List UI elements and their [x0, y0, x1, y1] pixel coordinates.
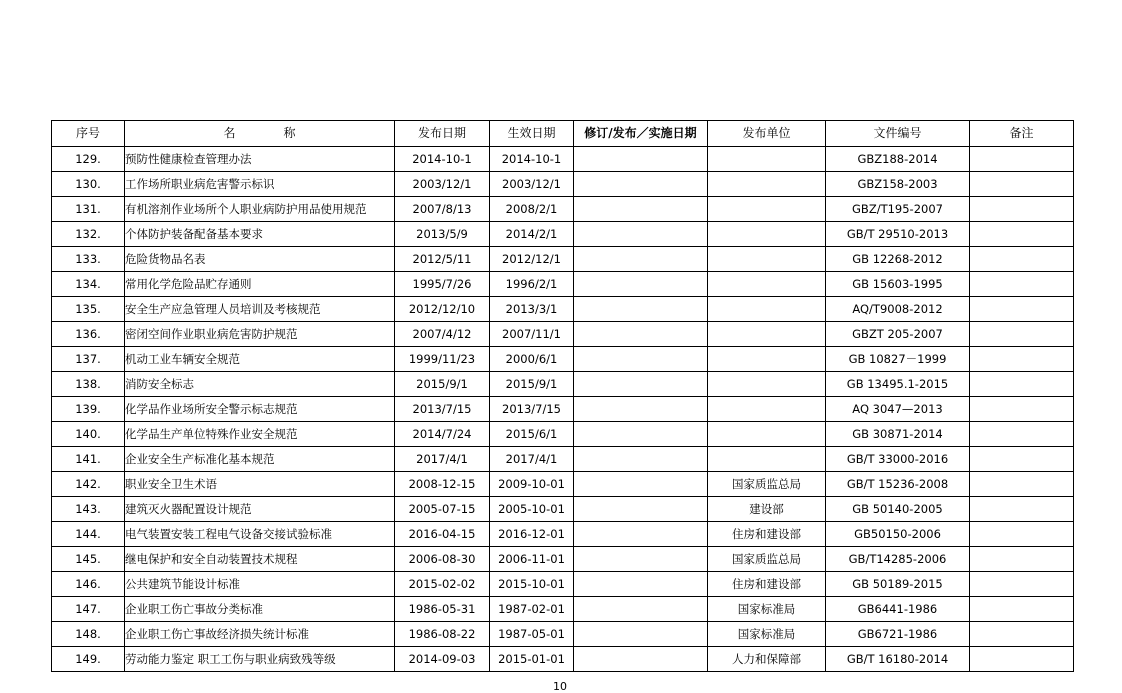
revision-date-cell — [574, 522, 708, 547]
note-cell — [970, 397, 1074, 422]
header-publish-date: 发布日期 — [395, 121, 490, 147]
document-code-cell: GB 13495.1-2015 — [826, 372, 970, 397]
effective-date-cell: 2007/11/1 — [490, 322, 574, 347]
note-cell — [970, 372, 1074, 397]
document-name-cell: 安全生产应急管理人员培训及考核规范 — [125, 297, 395, 322]
revision-date-cell — [574, 622, 708, 647]
issuer-cell — [708, 397, 826, 422]
document-name-cell: 劳动能力鉴定 职工工伤与职业病致残等级 — [125, 647, 395, 672]
row-number-cell: 146. — [52, 572, 125, 597]
regulation-table — [51, 120, 1074, 672]
effective-date-cell: 2005-10-01 — [490, 497, 574, 522]
issuer-cell — [708, 147, 826, 172]
issuer-cell — [708, 372, 826, 397]
revision-date-cell — [574, 222, 708, 247]
table-row — [52, 422, 1074, 447]
note-cell — [970, 172, 1074, 197]
row-number-cell: 135. — [52, 297, 125, 322]
page-number: 10 — [553, 680, 567, 693]
publish-date-cell: 2013/7/15 — [395, 397, 490, 422]
publish-date-cell: 2007/8/13 — [395, 197, 490, 222]
publish-date-cell: 1986-05-31 — [395, 597, 490, 622]
document-code-cell: GB/T 33000-2016 — [826, 447, 970, 472]
table-row — [52, 372, 1074, 397]
table-row — [52, 322, 1074, 347]
revision-date-cell — [574, 272, 708, 297]
header-note: 备注 — [970, 121, 1074, 147]
effective-date-cell: 2013/7/15 — [490, 397, 574, 422]
note-cell — [970, 322, 1074, 347]
header-no: 序号 — [52, 121, 125, 147]
document-code-cell: GB 30871-2014 — [826, 422, 970, 447]
publish-date-cell: 2016-04-15 — [395, 522, 490, 547]
document-name-cell: 职业安全卫生术语 — [125, 472, 395, 497]
row-number-cell: 142. — [52, 472, 125, 497]
note-cell — [970, 522, 1074, 547]
table-row — [52, 247, 1074, 272]
row-number-cell: 136. — [52, 322, 125, 347]
revision-date-cell — [574, 197, 708, 222]
table-row — [52, 447, 1074, 472]
table-row — [52, 622, 1074, 647]
row-number-cell: 129. — [52, 147, 125, 172]
row-number-cell: 137. — [52, 347, 125, 372]
note-cell — [970, 447, 1074, 472]
note-cell — [970, 472, 1074, 497]
issuer-cell: 人力和保障部 — [708, 647, 826, 672]
header-effective-date: 生效日期 — [490, 121, 574, 147]
effective-date-cell: 1996/2/1 — [490, 272, 574, 297]
table-row — [52, 597, 1074, 622]
note-cell — [970, 347, 1074, 372]
document-name-cell: 预防性健康检查管理办法 — [125, 147, 395, 172]
document-name-cell: 企业安全生产标准化基本规范 — [125, 447, 395, 472]
issuer-cell — [708, 347, 826, 372]
effective-date-cell: 2015-01-01 — [490, 647, 574, 672]
note-cell — [970, 222, 1074, 247]
issuer-cell — [708, 297, 826, 322]
document-code-cell: AQ 3047—2013 — [826, 397, 970, 422]
note-cell — [970, 422, 1074, 447]
row-number-cell: 134. — [52, 272, 125, 297]
effective-date-cell: 2012/12/1 — [490, 247, 574, 272]
document-name-cell: 建筑灭火器配置设计规范 — [125, 497, 395, 522]
note-cell — [970, 647, 1074, 672]
revision-date-cell — [574, 247, 708, 272]
row-number-cell: 148. — [52, 622, 125, 647]
header-name: 名 称 — [125, 121, 395, 147]
row-number-cell: 144. — [52, 522, 125, 547]
issuer-cell — [708, 247, 826, 272]
publish-date-cell: 2014-09-03 — [395, 647, 490, 672]
document-name-cell: 化学品作业场所安全警示标志规范 — [125, 397, 395, 422]
row-number-cell: 133. — [52, 247, 125, 272]
header-revision-date: 修订/发布／实施日期 — [574, 121, 708, 147]
regulation-register — [51, 120, 1073, 672]
header-issuer: 发布单位 — [708, 121, 826, 147]
row-number-cell: 130. — [52, 172, 125, 197]
note-cell — [970, 147, 1074, 172]
revision-date-cell — [574, 347, 708, 372]
issuer-cell: 住房和建设部 — [708, 522, 826, 547]
revision-date-cell — [574, 372, 708, 397]
note-cell — [970, 272, 1074, 297]
table-row — [52, 522, 1074, 547]
revision-date-cell — [574, 497, 708, 522]
publish-date-cell: 2013/5/9 — [395, 222, 490, 247]
document-code-cell: GBZT 205-2007 — [826, 322, 970, 347]
issuer-cell: 国家标准局 — [708, 622, 826, 647]
effective-date-cell: 2003/12/1 — [490, 172, 574, 197]
document-code-cell: GB6441-1986 — [826, 597, 970, 622]
publish-date-cell: 2015-02-02 — [395, 572, 490, 597]
note-cell — [970, 497, 1074, 522]
revision-date-cell — [574, 572, 708, 597]
header-document-code: 文件编号 — [826, 121, 970, 147]
document-name-cell: 个体防护装备配备基本要求 — [125, 222, 395, 247]
publish-date-cell: 2017/4/1 — [395, 447, 490, 472]
row-number-cell: 140. — [52, 422, 125, 447]
revision-date-cell — [574, 147, 708, 172]
issuer-cell: 建设部 — [708, 497, 826, 522]
document-code-cell: GBZ188-2014 — [826, 147, 970, 172]
row-number-cell: 139. — [52, 397, 125, 422]
effective-date-cell: 2008/2/1 — [490, 197, 574, 222]
effective-date-cell: 2017/4/1 — [490, 447, 574, 472]
effective-date-cell: 2000/6/1 — [490, 347, 574, 372]
effective-date-cell: 2015/6/1 — [490, 422, 574, 447]
publish-date-cell: 1995/7/26 — [395, 272, 490, 297]
document-code-cell: GB/T 29510-2013 — [826, 222, 970, 247]
table-row — [52, 547, 1074, 572]
row-number-cell: 147. — [52, 597, 125, 622]
revision-date-cell — [574, 397, 708, 422]
row-number-cell: 141. — [52, 447, 125, 472]
publish-date-cell: 2012/12/10 — [395, 297, 490, 322]
effective-date-cell: 2009-10-01 — [490, 472, 574, 497]
table-row — [52, 272, 1074, 297]
table-row — [52, 572, 1074, 597]
document-name-cell: 常用化学危险品贮存通则 — [125, 272, 395, 297]
publish-date-cell: 2006-08-30 — [395, 547, 490, 572]
document-name-cell: 有机溶剂作业场所个人职业病防护用品使用规范 — [125, 197, 395, 222]
publish-date-cell: 2014/7/24 — [395, 422, 490, 447]
effective-date-cell: 2015/9/1 — [490, 372, 574, 397]
document-name-cell: 化学品生产单位特殊作业安全规范 — [125, 422, 395, 447]
note-cell — [970, 572, 1074, 597]
table-row — [52, 297, 1074, 322]
effective-date-cell: 2014/2/1 — [490, 222, 574, 247]
publish-date-cell: 1999/11/23 — [395, 347, 490, 372]
document-code-cell: GB 15603-1995 — [826, 272, 970, 297]
publish-date-cell: 2008-12-15 — [395, 472, 490, 497]
issuer-cell — [708, 447, 826, 472]
publish-date-cell: 2015/9/1 — [395, 372, 490, 397]
row-number-cell: 132. — [52, 222, 125, 247]
effective-date-cell: 2016-12-01 — [490, 522, 574, 547]
document-name-cell: 电气装置安装工程电气设备交接试验标准 — [125, 522, 395, 547]
document-name-cell: 危险货物品名表 — [125, 247, 395, 272]
document-name-cell: 密闭空间作业职业病危害防护规范 — [125, 322, 395, 347]
table-row — [52, 397, 1074, 422]
row-number-cell: 143. — [52, 497, 125, 522]
table-row — [52, 147, 1074, 172]
table-row — [52, 347, 1074, 372]
table-row — [52, 647, 1074, 672]
table-row — [52, 497, 1074, 522]
revision-date-cell — [574, 422, 708, 447]
header-row — [52, 121, 1074, 147]
issuer-cell — [708, 197, 826, 222]
document-code-cell: GBZ/T195-2007 — [826, 197, 970, 222]
note-cell — [970, 597, 1074, 622]
document-code-cell: AQ/T9008-2012 — [826, 297, 970, 322]
row-number-cell: 131. — [52, 197, 125, 222]
issuer-cell — [708, 322, 826, 347]
effective-date-cell: 2015-10-01 — [490, 572, 574, 597]
document-code-cell: GB/T 15236-2008 — [826, 472, 970, 497]
document-code-cell: GBZ158-2003 — [826, 172, 970, 197]
issuer-cell — [708, 222, 826, 247]
revision-date-cell — [574, 597, 708, 622]
document-code-cell: GB/T 16180-2014 — [826, 647, 970, 672]
issuer-cell — [708, 172, 826, 197]
publish-date-cell: 2003/12/1 — [395, 172, 490, 197]
issuer-cell: 国家质监总局 — [708, 472, 826, 497]
table-row — [52, 197, 1074, 222]
table-row — [52, 222, 1074, 247]
issuer-cell — [708, 272, 826, 297]
issuer-cell — [708, 422, 826, 447]
row-number-cell: 138. — [52, 372, 125, 397]
revision-date-cell — [574, 447, 708, 472]
row-number-cell: 149. — [52, 647, 125, 672]
note-cell — [970, 247, 1074, 272]
document-code-cell: GB 12268-2012 — [826, 247, 970, 272]
document-name-cell: 企业职工伤亡事故分类标准 — [125, 597, 395, 622]
document-code-cell: GB 50140-2005 — [826, 497, 970, 522]
document-code-cell: GB50150-2006 — [826, 522, 970, 547]
publish-date-cell: 2007/4/12 — [395, 322, 490, 347]
publish-date-cell: 2005-07-15 — [395, 497, 490, 522]
publish-date-cell: 1986-08-22 — [395, 622, 490, 647]
note-cell — [970, 547, 1074, 572]
revision-date-cell — [574, 322, 708, 347]
effective-date-cell: 1987-05-01 — [490, 622, 574, 647]
document-name-cell: 机动工业车辆安全规范 — [125, 347, 395, 372]
document-code-cell: GB/T14285-2006 — [826, 547, 970, 572]
document-name-cell: 工作场所职业病危害警示标识 — [125, 172, 395, 197]
document-name-cell: 继电保护和安全自动装置技术规程 — [125, 547, 395, 572]
note-cell — [970, 622, 1074, 647]
publish-date-cell: 2012/5/11 — [395, 247, 490, 272]
revision-date-cell — [574, 172, 708, 197]
document-name-cell: 企业职工伤亡事故经济损失统计标准 — [125, 622, 395, 647]
document-name-cell: 公共建筑节能设计标准 — [125, 572, 395, 597]
effective-date-cell: 2006-11-01 — [490, 547, 574, 572]
revision-date-cell — [574, 297, 708, 322]
revision-date-cell — [574, 472, 708, 497]
document-code-cell: GB 50189-2015 — [826, 572, 970, 597]
note-cell — [970, 197, 1074, 222]
document-name-cell: 消防安全标志 — [125, 372, 395, 397]
table-row — [52, 172, 1074, 197]
issuer-cell: 住房和建设部 — [708, 572, 826, 597]
note-cell — [970, 297, 1074, 322]
effective-date-cell: 2014-10-1 — [490, 147, 574, 172]
issuer-cell: 国家质监总局 — [708, 547, 826, 572]
publish-date-cell: 2014-10-1 — [395, 147, 490, 172]
effective-date-cell: 2013/3/1 — [490, 297, 574, 322]
issuer-cell: 国家标准局 — [708, 597, 826, 622]
document-code-cell: GB6721-1986 — [826, 622, 970, 647]
effective-date-cell: 1987-02-01 — [490, 597, 574, 622]
document-code-cell: GB 10827－1999 — [826, 347, 970, 372]
row-number-cell: 145. — [52, 547, 125, 572]
revision-date-cell — [574, 547, 708, 572]
table-row — [52, 472, 1074, 497]
revision-date-cell — [574, 647, 708, 672]
